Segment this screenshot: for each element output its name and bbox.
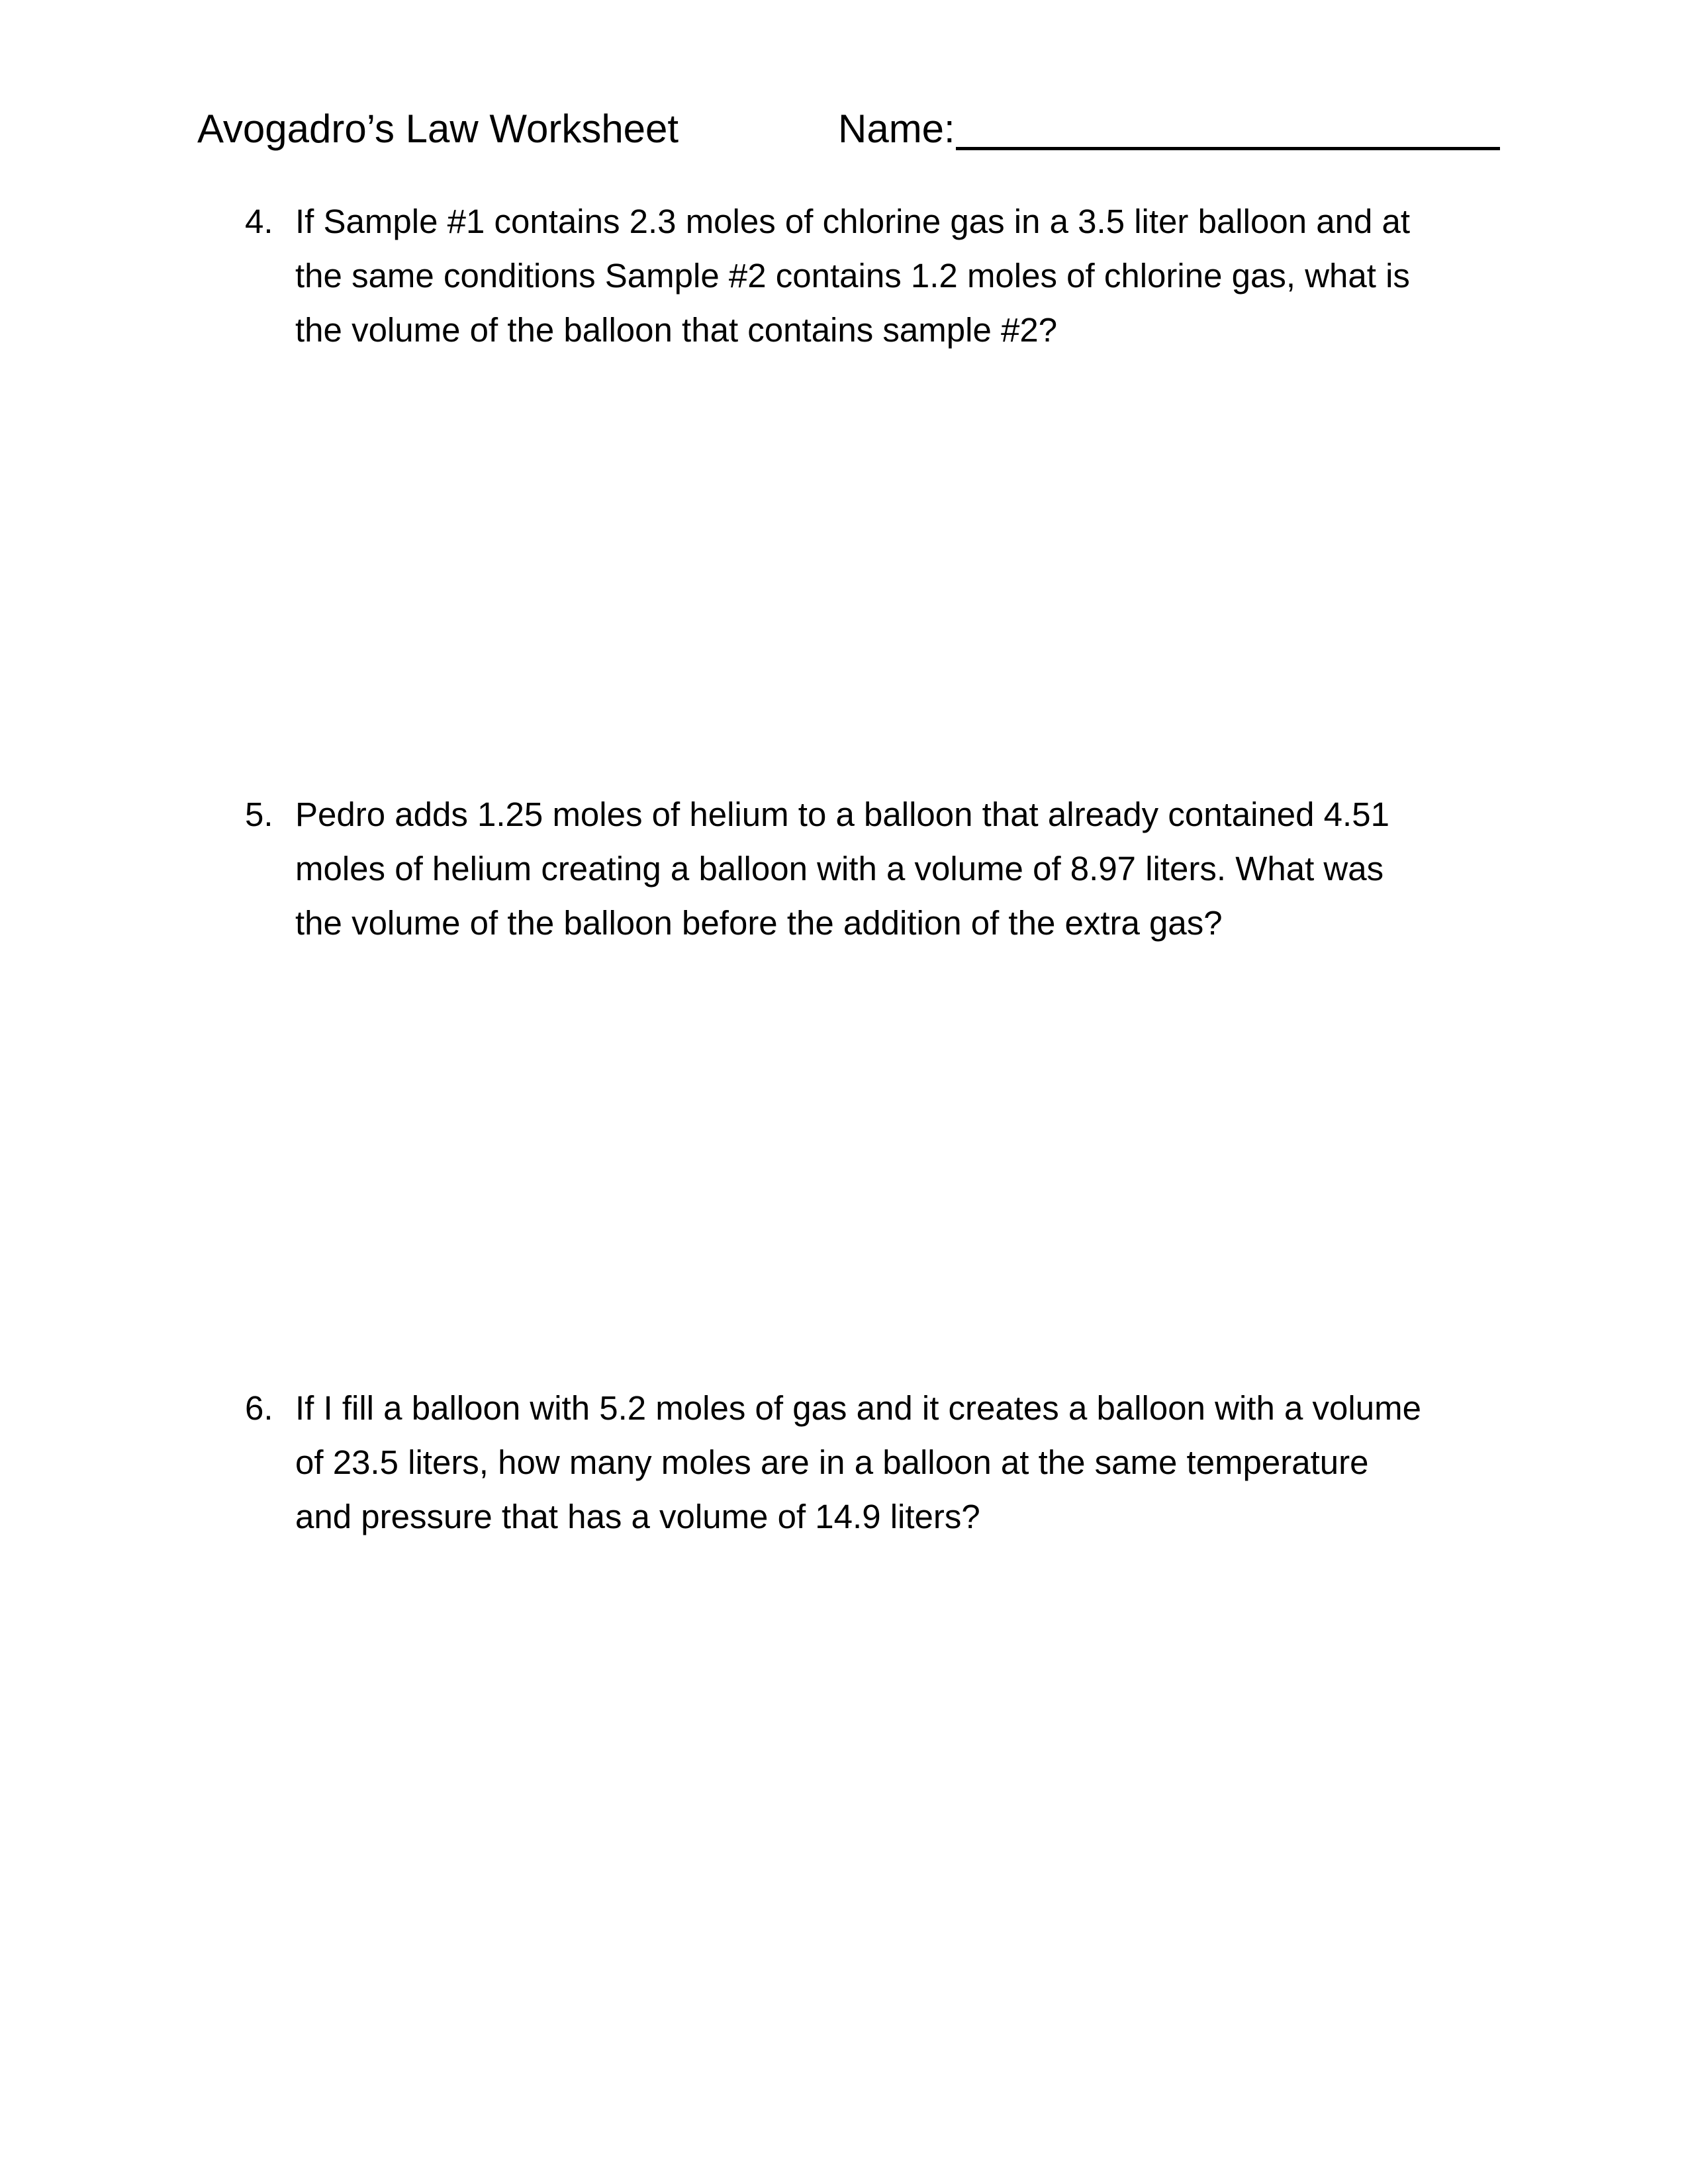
question-text	[295, 788, 1487, 950]
question-line: the same conditions Sample #2 contains 1.2 moles of chlorine gas, what is	[295, 257, 1410, 295]
question-number: 6.	[245, 1389, 273, 1427]
question-number: 5.	[245, 796, 273, 833]
question-line: Pedro adds 1.25 moles of helium to a balloon that already contained 4.51	[295, 796, 1389, 833]
question-line: If Sample #1 contains 2.3 moles of chlorine gas in a 3.5 liter balloon and at	[295, 203, 1411, 240]
question-line: and pressure that has a volume of 14.9 liters?	[295, 1498, 980, 1535]
name-label: Name:	[838, 107, 955, 151]
question-text	[295, 195, 1487, 357]
worksheet-header	[197, 99, 1521, 159]
name-blank-line[interactable]	[956, 147, 1500, 150]
question-line: of 23.5 liters, how many moles are in a balloon at the same temperature	[295, 1443, 1369, 1481]
question-number: 4.	[245, 203, 273, 240]
question-line: the volume of the balloon that contains sample #2?	[295, 311, 1058, 349]
question-line: If I fill a balloon with 5.2 moles of gas and it creates a balloon with a volume	[295, 1389, 1421, 1427]
worksheet-title: Avogadro’s Law Worksheet	[197, 107, 679, 151]
question-line: moles of helium creating a balloon with a volume of 8.97 liters. What was	[295, 850, 1384, 887]
question-line: the volume of the balloon before the addition of the extra gas?	[295, 904, 1223, 942]
question-text	[295, 1381, 1487, 1544]
